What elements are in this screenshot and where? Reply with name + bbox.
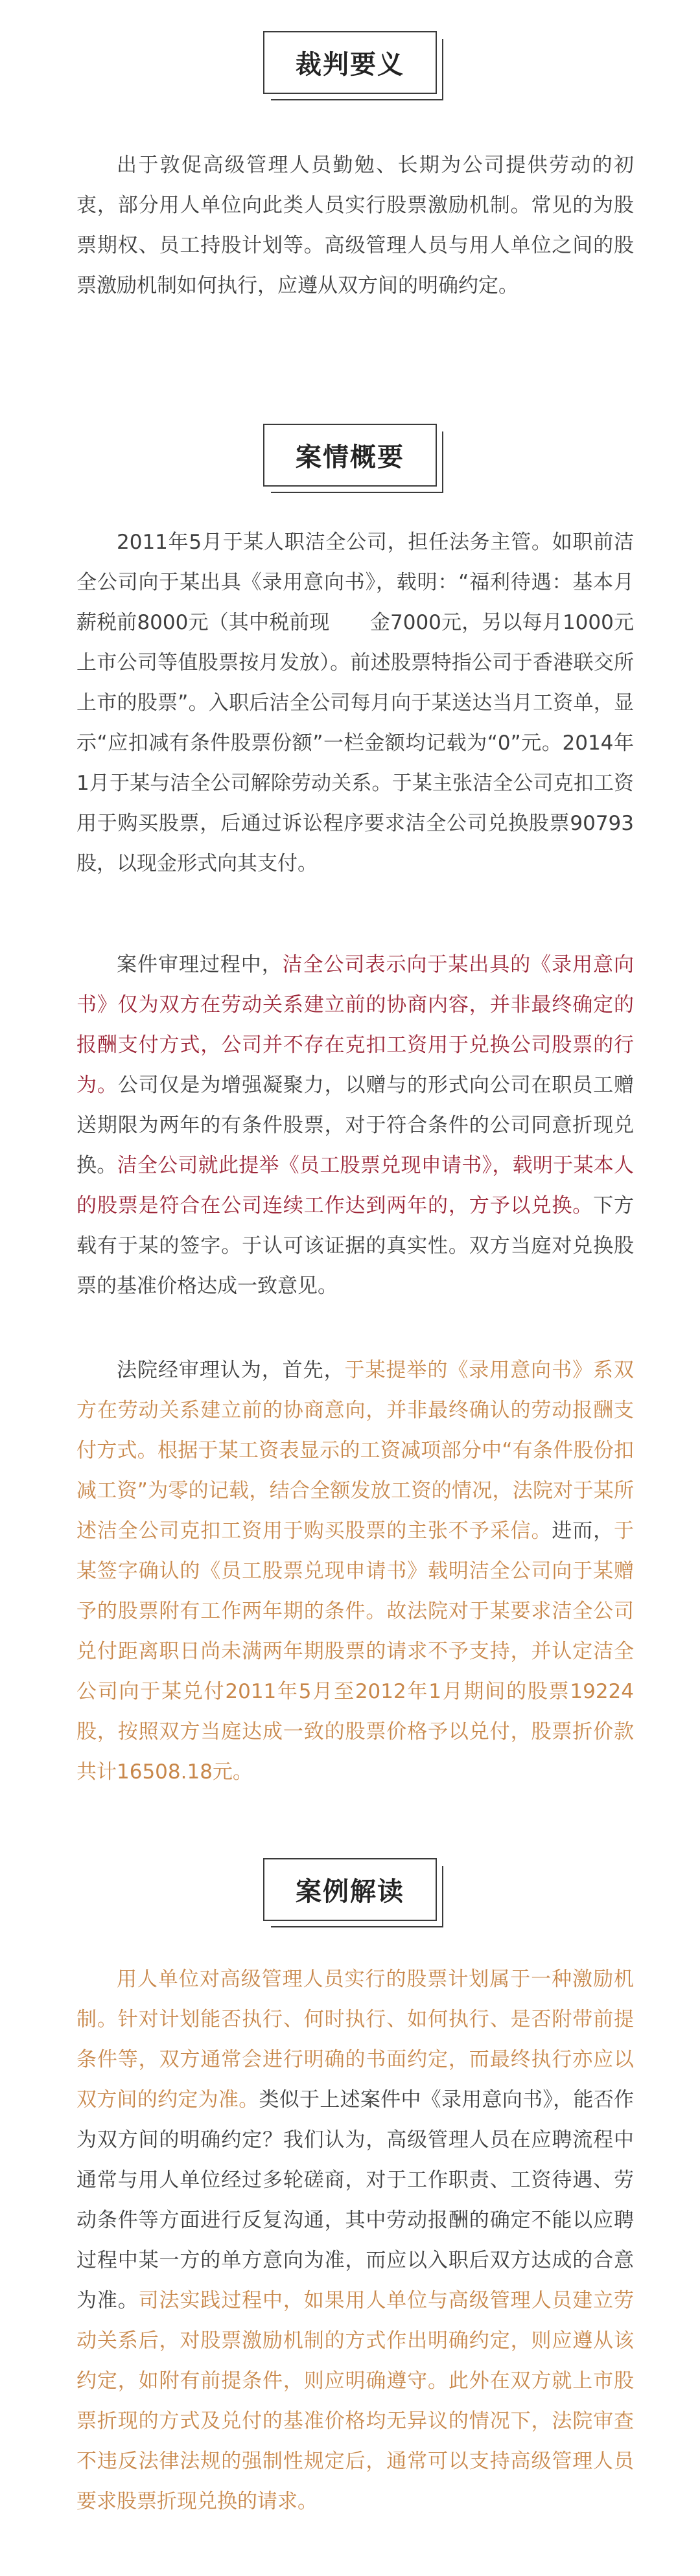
overview-p3-text-2: 进而，: [552, 1519, 614, 1543]
overview-paragraph-1: 2011年5月于某人职洁全公司，担任法务主管。如职前洁全公司向于某出具《录用意向书》，载明：“福利待遇：基本月薪税前8000元（其中税前现 金7000元，另以每月1000元上市公司等值股票按月发放）。前述股票特指公司于香港联交所上市的股票”。入职后洁全公司每月向于某送达当月工资单，显示“应扣减有条件股票份额”一栏金额均记载为“0”元。2014年1月于某与洁全公司解除劳动关系。于某主张洁全公司克扣工资用于购买股票，后通过诉讼程序要求洁全公司兑换股票90793股，以现金形式向其支付。: [76, 531, 634, 875]
overview-p3-highlight-2: 于某签字确认的《员工股票兑现申请书》载明洁全公司向于某赠予的股票附有工作两年期的条件。故法院对于某要求洁全公司兑付距离职日尚未满两年期股票的请求不予支持，并认定洁全公司向于某兑付2011年5月至2012年1月期间的股票19224股，按照双方当庭达成一致的股票价格予以兑付，股票折价款共计16508.18元。: [76, 1519, 634, 1784]
overview-paragraph-3: [76, 1350, 634, 1792]
ruling-section: [0, 31, 700, 94]
interpretation-paragraph: [76, 1959, 634, 2522]
overview-paragraph-2: [76, 945, 634, 1306]
interpretation-heading: 案例解读: [263, 1858, 437, 1921]
overview-p2-highlight-1: 洁全公司表示向于某出具的《录用意向书》仅为双方在劳动关系建立前的协商内容，并非最终确定的报酬支付方式，公司并不存在克扣工资用于兑换公司股票的行为。: [76, 953, 635, 1097]
overview-section: [0, 424, 700, 487]
overview-p2-text-2: 公司仅是为增强凝聚力，以赠与的形式向公司在职员工赠送期限为两年的有条件股票，对于符合条件的公司同意折现兑换。: [76, 1074, 635, 1177]
overview-p3-highlight-1: 于某提举的《录用意向书》系双方在劳动关系建立前的协商意向，并非最终确认的劳动报酬支付方式。根据于某工资表显示的工资减项部分中“有条件股份扣减工资”为零的记载，结合全额发放工资的情况，法院对于某所述洁全公司克扣工资用于购买股票的主张不予采信。: [76, 1359, 635, 1543]
interpretation-highlight-2: 司法实践过程中，如果用人单位与高级管理人员建立劳动关系后，对股票激励机制的方式作出明确约定，则应遵从该约定，如附有前提条件，则应明确遵守。此外在双方就上市股票折现的方式及兑付的基准价格均无异议的情况下，法院审查不违反法律法规的强制性规定后，通常可以支持高级管理人员要求股票折现兑换的请求。: [76, 2289, 634, 2513]
ruling-paragraph: 出于敦促高级管理人员勤勉、长期为公司提供劳动的初衷，部分用人单位向此类人员实行股票激励机制。常见的为股票期权、员工持股计划等。高级管理人员与用人单位之间的股票激励机制如何执行，应遵从双方间的明确约定。: [76, 154, 634, 297]
interpretation-text-1: 类似于上述案件中《录用意向书》，能否作为双方间的明确约定？我们认为，高级管理人员在应聘流程中通常与用人单位经过多轮磋商，对于工作职责、工资待遇、劳动条件等方面进行反复沟通，其中劳动报酬的确定不能以应聘过程中某一方的单方意向为准，而应以入职后双方达成的合意为准。: [76, 2088, 634, 2312]
overview-p2-highlight-2: 洁全公司就此提举《员工股票兑现申请书》，载明于某本人的股票是符合在公司连续工作达到两年的，方予以兑换。: [76, 1154, 635, 1217]
overview-p2-text-1: 案件审理过程中，: [117, 953, 283, 976]
overview-p2-text-3: 下方载有于某的签字。于认可该证据的真实性。双方当庭对兑换股票的基准价格达成一致意见。: [76, 1194, 635, 1298]
interpretation-section: [0, 1858, 700, 1921]
overview-heading: 案情概要: [263, 424, 437, 487]
interpretation-highlight-1: 用人单位对高级管理人员实行的股票计划属于一种激励机制。针对计划能否执行、何时执行、如何执行、是否附带前提条件等，双方通常会进行明确的书面约定，而最终执行亦应以双方间的约定为准。: [76, 1968, 634, 2111]
overview-p3-text-1: 法院经审理认为，首先，: [117, 1359, 345, 1382]
ruling-heading: 裁判要义: [263, 31, 437, 94]
